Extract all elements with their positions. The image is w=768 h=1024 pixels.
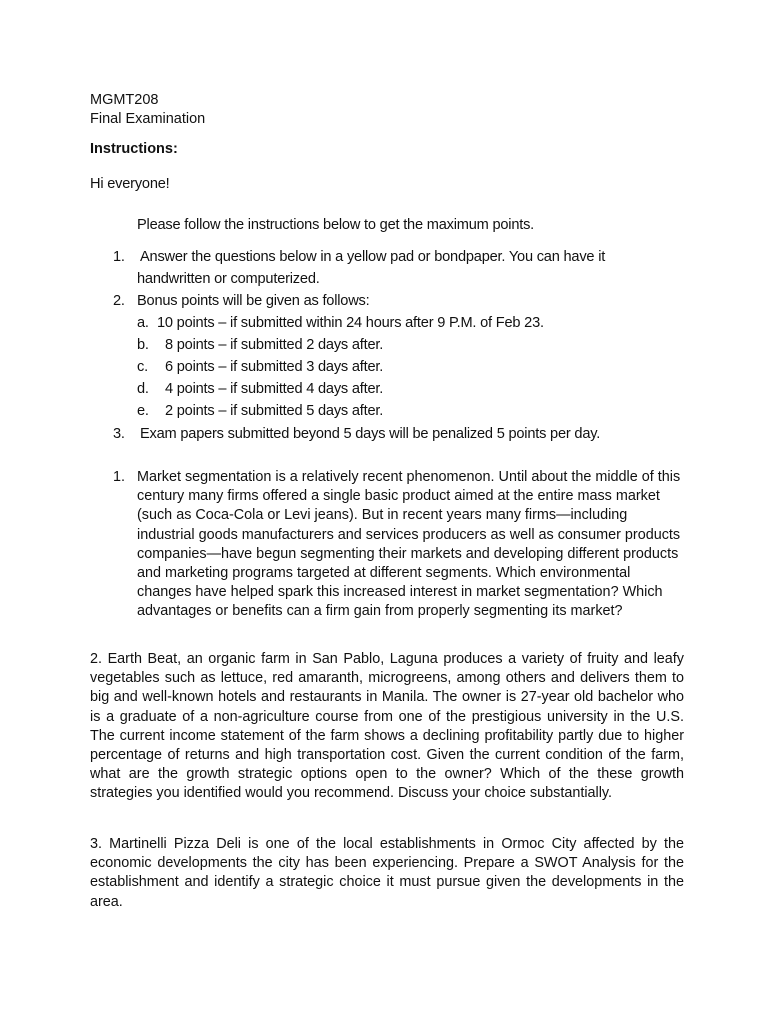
question-3: 3. Martinelli Pizza Deli is one of the local establishments in Ormoc City affected by the economic developments the city has been experiencing. Prepare a SWOT Analysis for the establishment and identify a strategic choice it must pursue given the developments in the area. (90, 836, 684, 910)
instructions-heading: Instructions: (90, 141, 178, 157)
bonus-letter: c. (137, 359, 148, 375)
bonus-text: 8 points – if submitted 2 days after. (165, 337, 384, 353)
bonus-text: 10 points – if submitted within 24 hours after 9 P.M. of Feb 23. (157, 315, 544, 331)
item-number: 2. (113, 293, 125, 309)
bonus-letter: d. (137, 381, 149, 397)
question-2: 2. Earth Beat, an organic farm in San Pablo, Laguna produces a variety of fruity and leafy vegetables such as lettuce, red amaranth, microgreens, among others and delivers them to big and well-known hotels and restaurants in Manila. The owner is 27-year old bachelor who is a graduate of a non-agriculture course from one of the prestigious university in the U.S. The current income statement of the farm shows a declining profitability partly due to higher percentage of returns and high transportation cost. Given the current condition of the farm, what are the growth strategic options open to the owner? Which of the these growth strategies you identified would you recommend. Discuss your choice substantially. (90, 651, 684, 802)
bonus-text: 2 points – if submitted 5 days after. (165, 403, 384, 419)
bonus-text: 6 points – if submitted 3 days after. (165, 359, 384, 375)
question-number: 1. (113, 469, 126, 485)
item-number: 1. (113, 249, 125, 265)
question-text: Market segmentation is a relatively recent phenomenon. Until about the middle of this century many firms offered a single basic product aimed at the entire mass market (such as Coca-Cola or Levi jeans). But in recent years many firms—including industrial goods manufacturers and services producers as well as consumer products companies—have begun segmenting their markets and developing different products and marketing programs targeted at different segments. Which environmental changes have helped spark this increased interest in market segmentation? Which advantages or benefits can a firm gain from properly segmenting its market? (137, 469, 681, 620)
bonus-letter: b. (137, 337, 149, 353)
bonus-letter: e. (137, 403, 149, 419)
greeting: Hi everyone! (90, 176, 170, 192)
item-text: Answer the questions below in a yellow pad or bondpaper. You can have it (140, 249, 606, 265)
bonus-letter: a. (137, 315, 149, 331)
item-text-continued: handwritten or computerized. (137, 271, 320, 287)
item-text: Bonus points will be given as follows: (137, 293, 370, 309)
item-number: 3. (113, 426, 125, 442)
instructions-intro: Please follow the instructions below to get the maximum points. (137, 217, 535, 233)
course-code: MGMT208 (90, 92, 159, 108)
item-text: Exam papers submitted beyond 5 days will be penalized 5 points per day. (140, 426, 601, 442)
bonus-text: 4 points – if submitted 4 days after. (165, 381, 384, 397)
exam-title: Final Examination (90, 111, 206, 127)
